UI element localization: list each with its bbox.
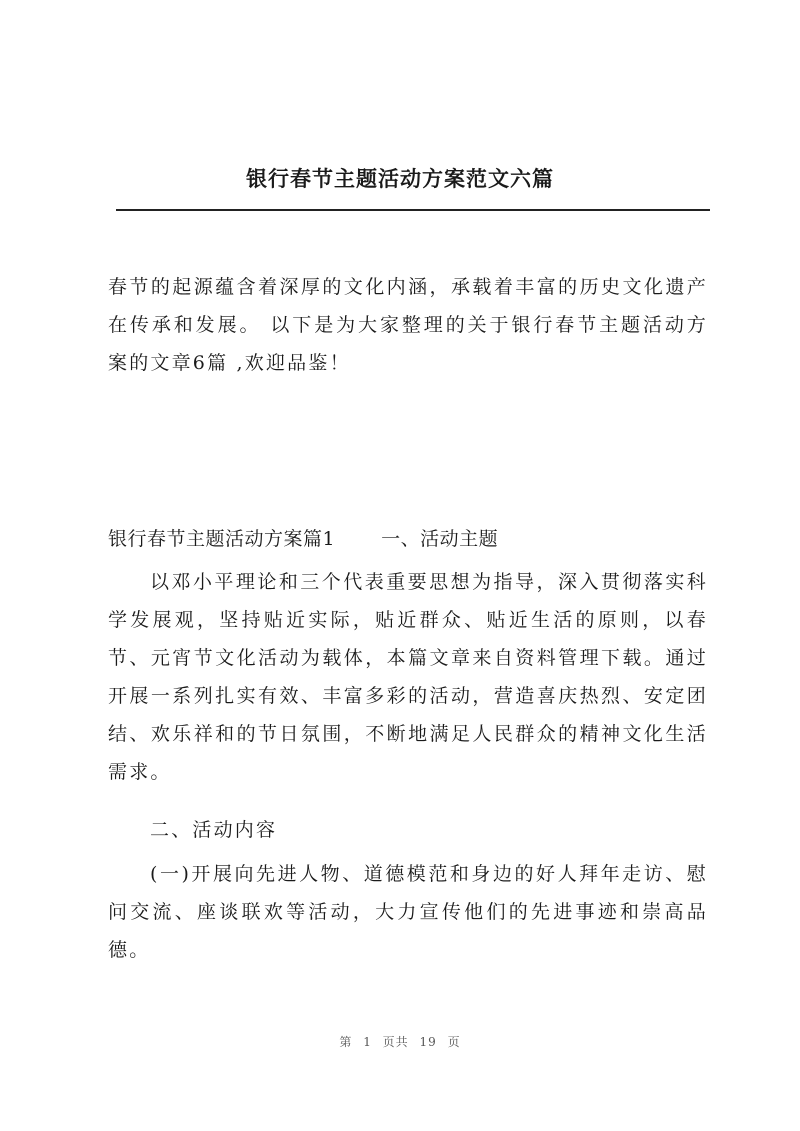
body-paragraph-theme: 以邓小平理论和三个代表重要思想为指导，深入贯彻落实科学发展观，坚持贴近实际，贴近群众、贴近生活的原则，以春节、元宵节文化活动为载体，本篇文章来自资料管理下载。通过开展一系列扎实有效、丰富多彩的活动，营造喜庆热烈、安定团结、欢乐祥和的节日氛围，不断地满足人民群众的精神文化生活需求。 (108, 571, 708, 783)
body-heading-content: 二、活动内容 (150, 819, 278, 841)
intro-paragraph: 春节的起源蕴含着深厚的文化内涵，承载着丰富的历史文化遗产在传承和发展。 以下是为大家整理的关于银行春节主题活动方案的文章6篇 ,欢迎品鉴！ (108, 276, 708, 374)
page-footer: 第 1 页共 19 页 (339, 1035, 461, 1049)
section-heading-line (108, 520, 708, 558)
document-title: 银行春节主题活动方案范文六篇 (246, 166, 554, 191)
title-underline (116, 209, 710, 211)
section-subheading: 一、活动主题 (381, 528, 499, 550)
body-paragraph-activity-1: (一)开展向先进人物、道德模范和身边的好人拜年走访、慰问交流、座谈联欢等活动，大力宣传他们的先进事迹和崇高品德。 (108, 863, 708, 961)
section-label: 银行春节主题活动方案篇1 (108, 528, 336, 550)
